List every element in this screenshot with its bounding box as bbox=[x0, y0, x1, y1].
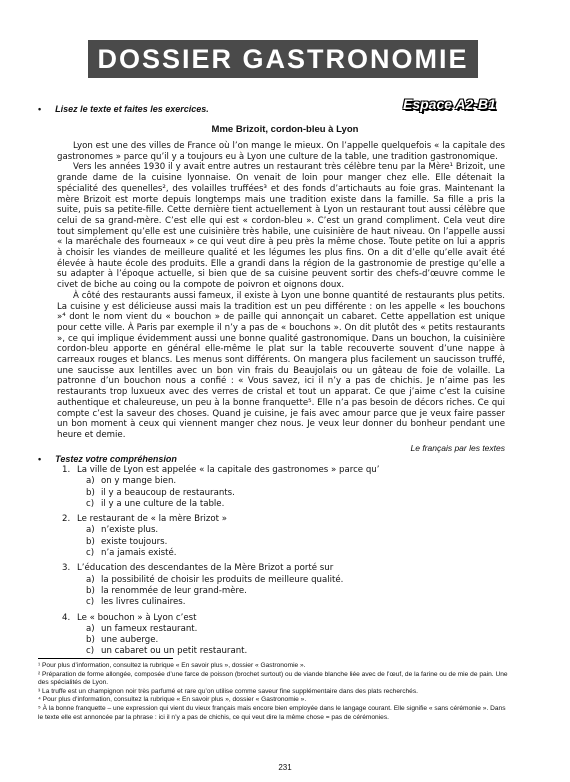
option-letter: a) bbox=[86, 476, 95, 487]
option-text: n’existe plus. bbox=[101, 525, 159, 536]
option-text: existe toujours. bbox=[101, 536, 168, 547]
option-text: la possibilité de choisir les produits de meilleure qualité. bbox=[101, 574, 344, 585]
bullet-icon: • bbox=[38, 454, 42, 464]
article-title: Mme Brizoit, cordon-bleu à Lyon bbox=[211, 124, 359, 135]
footnote: ² Préparation de forme allongée, composée d’une farce de poisson (brochet surtout) ou de viande blanche liée avec de l’œuf, de la farine ou de mie de pain. Une des spécialités de Lyon. bbox=[38, 670, 508, 687]
option-text: il y a une culture de la table. bbox=[101, 498, 225, 509]
option-letter: a) bbox=[86, 525, 95, 536]
question bbox=[62, 514, 482, 559]
footnotes bbox=[38, 662, 508, 722]
dossier-title: DOSSIER GASTRONOMIE bbox=[97, 43, 469, 74]
question-number: 2. bbox=[62, 514, 71, 525]
footnote-divider bbox=[38, 658, 173, 659]
option-text: une auberge. bbox=[101, 635, 159, 646]
question-text: L’éducation des descendantes de la Mère Brizot a porté sur bbox=[77, 563, 334, 574]
article-paragraph: Lyon est une des villes de France où l’on mange le mieux. On l’appelle quelquefois « la capitale des gastronomes » parce qu’il y a toujours eu à Lyon une culture de la table, une tradition gastronomique. bbox=[57, 141, 505, 162]
level-badge: Espace A2-B1 bbox=[403, 96, 496, 112]
option-letter: a) bbox=[86, 574, 95, 585]
question-text: Le restaurant de « la mère Brizot » bbox=[77, 514, 228, 525]
article-paragraph: À côté des restaurants aussi fameux, il existe à Lyon une bonne quantité de restaurants plus petits. La cuisine y est délicieuse aussi mais la tradition est un peu différente : on les appelle « les bouchons »⁴ dont le nom vient du « bouchon » de paille qui annonçait un cabaret. Cette appellation est unique pour cette ville. À Paris par exemple il n’y a pas de « bouchons ». On dit plutôt des « petits restaurants », ce qui implique évidemment aussi une bonne qualité gastronomique. Dans un bouchon, la cuisinière cordon-bleu apporte en général elle-même le plat sur la table recouverte souvent d’une nappe à carreaux rouges et blancs. Les menus sont différents. On mangera plus facilement un saucisson truffé, une saucisse aux lentilles avec un bon vin frais du Beaujolais ou un gâteau de foie de volaille. La patronne d’un bouchon nous a confié : « Vous savez, ici il n’y a pas de chichis. Je n’aime pas les restaurants trop luxueux avec des verres de cristal et tout un apparat. Ce que j’aime c’est la cuisine authentique et chaleureuse, un peu à la bonne franquette⁵. Elle n’a pas besoin de décors riches. Ce qui compte c’est la saveur des choses. Quand je cuisine, je fais avec amour parce que je veux faire passer un bon moment à ceux qui viennent manger chez nous. Je veux leur donner du bonheur pendant une heure et demie. bbox=[57, 290, 505, 440]
answer-option[interactable] bbox=[62, 635, 482, 646]
option-letter: c) bbox=[86, 597, 95, 608]
question bbox=[62, 465, 482, 510]
option-text: un fameux restaurant. bbox=[101, 623, 198, 634]
option-letter: a) bbox=[86, 623, 95, 634]
answer-option[interactable] bbox=[62, 646, 482, 657]
answer-option[interactable] bbox=[62, 476, 482, 487]
title-banner bbox=[88, 40, 478, 78]
article-paragraph: Vers les années 1930 il y avait entre autres un restaurant très célèbre tenu par la Mère¹ Brizoit, une grande dame de la cuisine lyonnaise. On venait de loin pour manger chez elle. Elle détenait la spécialité des quenelles², des volailles truffées³ et des fonds d’artichauts au foie gras. Maintenant la mère Brizoit est morte depuis longtemps mais une tradition existe dans la famille. Sa fille a pris la suite, puis sa petite-fille. Cette dernière tient actuellement à Lyon un restaurant tout aussi célèbre que celui de sa grand-mère. C’est elle qui est « cordon-bleu ». C’est un grand compliment. Cela veut dire tout simplement qu’elle est une cuisinière très habile, une cuisinière de haut niveau. On l’appelle aussi « la maréchale des fourneaux » ce qui veut dire à peu près la même chose. Toute petite on lui a appris à choisir les viandes de meilleure qualité et les légumes les plus fins. On a dit d’elle qu’elle avait été élevée à haute école des produits. Elle a grandi dans la région de la gastronomie de prestige qu’elle a su adapter à l’époque actuelle, si bien que de sa cuisine peuvent sortir des chefs-d’œuvre comme le civet de biche au coing ou la compote de poivron et oignons doux. bbox=[57, 162, 505, 291]
answer-option[interactable] bbox=[62, 488, 482, 499]
answer-option[interactable] bbox=[62, 537, 482, 548]
answer-option[interactable] bbox=[62, 575, 482, 586]
answer-option[interactable] bbox=[62, 597, 482, 608]
option-text: les livres culinaires. bbox=[101, 597, 186, 608]
option-letter: c) bbox=[86, 646, 95, 657]
instruction-text: Lisez le texte et faites les exercices. bbox=[55, 104, 209, 114]
footnote: ⁴ Pour plus d’information, consultez la rubrique « En savoir plus », dossier « Gastronomie ». bbox=[38, 696, 307, 704]
option-letter: b) bbox=[86, 487, 95, 498]
quiz-heading bbox=[38, 454, 177, 464]
instruction-line bbox=[38, 104, 209, 114]
option-text: il y a beaucoup de restaurants. bbox=[101, 487, 235, 498]
question-number: 4. bbox=[62, 612, 71, 623]
answer-option[interactable] bbox=[62, 499, 482, 510]
option-letter: b) bbox=[86, 585, 95, 596]
question bbox=[62, 563, 482, 608]
article-body bbox=[57, 141, 505, 441]
option-text: la renommée de leur grand-mère. bbox=[101, 585, 247, 596]
option-letter: c) bbox=[86, 548, 95, 559]
question-number: 1. bbox=[62, 465, 71, 475]
footnote: ⁵ À la bonne franquette – une expression qui vient du vieux français mais encore bien employée dans le langage courant. Elle signifie « sans cérémonie ». Dans le texte elle est annoncée par la phrase : ici il n’y a pas de chichis, ce qui veut dire la même chose = pas de cérémonies. bbox=[38, 704, 506, 721]
option-letter: b) bbox=[86, 635, 95, 646]
article-source: Le français par les textes bbox=[410, 443, 505, 453]
quiz-questions bbox=[62, 465, 482, 662]
footnote: ³ La truffe est un champignon noir très parfumé et rare qu’on utilise comme saveur fine supplémentaire dans des plats recherchés. bbox=[38, 687, 418, 695]
question-number: 3. bbox=[62, 563, 71, 574]
question-text: La ville de Lyon est appelée « la capitale des gastronomes » parce qu’ bbox=[77, 465, 380, 475]
option-text: un cabaret ou un petit restaurant. bbox=[101, 646, 248, 657]
answer-option[interactable] bbox=[62, 548, 482, 559]
question-text: Le « bouchon » à Lyon c’est bbox=[77, 612, 197, 623]
question bbox=[62, 613, 482, 658]
footnote: ¹ Pour plus d’information, consultez la rubrique « En savoir plus », dossier « Gastronomie ». bbox=[38, 662, 306, 669]
quiz-heading-text: Testez votre compréhension bbox=[55, 454, 177, 464]
option-letter: b) bbox=[86, 536, 95, 547]
page-number: 231 bbox=[278, 763, 292, 772]
option-text: n’a jamais existé. bbox=[101, 548, 177, 559]
bullet-icon: • bbox=[38, 104, 42, 114]
answer-option[interactable] bbox=[62, 586, 482, 597]
option-letter: c) bbox=[86, 498, 95, 509]
answer-option[interactable] bbox=[62, 525, 482, 536]
option-text: on y mange bien. bbox=[101, 476, 177, 487]
answer-option[interactable] bbox=[62, 624, 482, 635]
